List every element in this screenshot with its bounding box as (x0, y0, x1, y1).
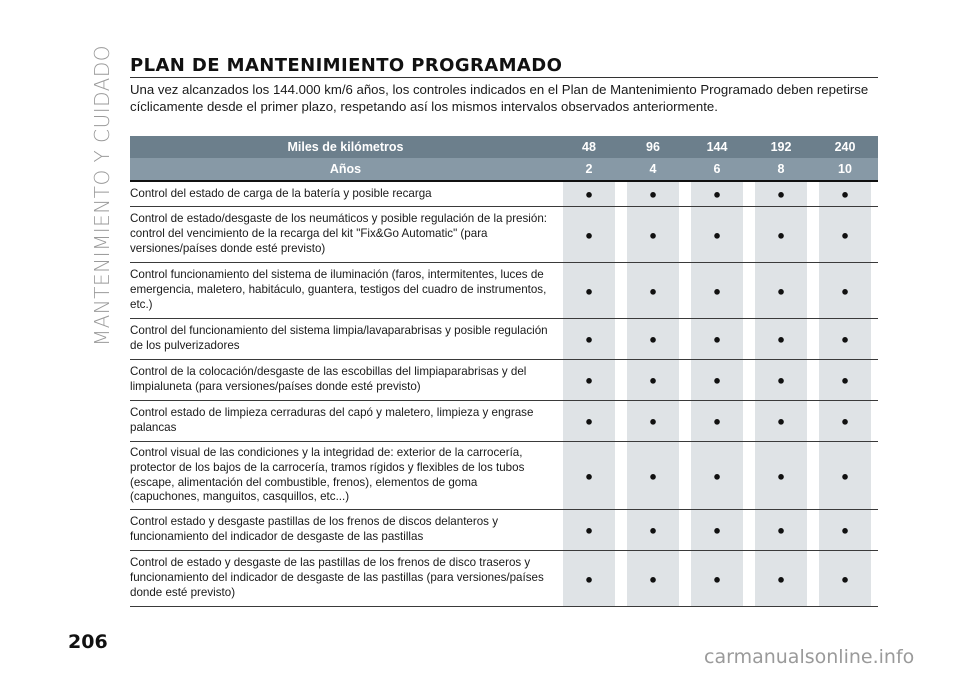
header-km-value: 48 (582, 140, 596, 154)
row-description: Control estado y desgaste pastillas de los frenos de discos delanteros y funcionamiento del indicador de desgaste de las pastillas (130, 515, 498, 544)
check-dot: ● (713, 522, 721, 538)
check-dot: ● (585, 283, 593, 298)
side-section-title (84, 45, 120, 345)
check-dot: ● (713, 468, 721, 484)
check-dot: ● (649, 227, 657, 242)
check-dot: ● (713, 413, 721, 429)
check-dot: ● (777, 283, 785, 298)
table-row (130, 442, 878, 510)
check-dot: ● (713, 372, 721, 388)
check-dot: ● (713, 283, 721, 298)
header-row-km (130, 136, 878, 158)
check-dot: ● (841, 468, 849, 484)
row-description: Control visual de las condiciones y la integridad de: exterior de la carrocería, protector de los bajos de la carrocería, tramos rígidos y flexibles de los tubos (escape, alimentación del combustible, frenos), elementos de goma (capuchones, manguitos, casquillos, etc...) (130, 446, 525, 504)
check-dot: ● (841, 331, 849, 347)
check-dot: ● (777, 227, 785, 242)
table-row (130, 263, 878, 319)
header-year-value: 6 (713, 162, 721, 176)
row-description: Control del funcionamiento del sistema limpia/lavaparabrisas y posible regulación de los pulverizadores (130, 324, 548, 352)
row-description: Control estado de limpieza cerraduras del capó y maletero, limpieza y engrase palancas (130, 406, 534, 434)
header-years-label: Años (329, 162, 362, 176)
side-section-title-text: MANTENIMIENTO Y CUIDADO (90, 45, 114, 347)
table-body (130, 182, 878, 607)
page-heading: PLAN DE MANTENIMIENTO PROGRAMADO (130, 55, 563, 76)
check-dot: ● (713, 227, 721, 242)
check-dot: ● (713, 331, 721, 347)
check-dot: ● (649, 468, 657, 484)
row-description: Control funcionamiento del sistema de iluminación (faros, intermitentes, luces de emergencia, maletero, habitáculo, guantera, testigos del cuadro de instrumentos, etc.) (130, 268, 547, 311)
check-dot: ● (585, 372, 593, 388)
check-dot: ● (713, 571, 721, 587)
page-number: 206 (68, 631, 108, 653)
row-description: Control del estado de carga de la batería y posible recarga (130, 186, 432, 200)
check-dot: ● (649, 413, 657, 429)
check-dot: ● (585, 522, 593, 538)
check-dot: ● (649, 522, 657, 538)
check-dot: ● (777, 186, 785, 202)
check-dot: ● (585, 186, 593, 202)
table-row (130, 182, 878, 207)
check-dot: ● (841, 186, 849, 202)
check-dot: ● (649, 331, 657, 347)
watermark: carmanualsonline.info (704, 646, 915, 668)
row-description: Control de estado y desgaste de las pastillas de los frenos de disco traseros y funcionamiento del indicador de desgaste de las pastillas (para versiones/países donde esté previsto) (130, 556, 544, 600)
table-row (130, 510, 878, 551)
header-km-label: Miles de kilómetros (287, 140, 404, 154)
row-description: Control de la colocación/desgaste de las escobillas del limpiaparabrisas y del limpialuneta (para versiones/países donde esté previsto) (130, 365, 527, 393)
heading-divider (130, 77, 878, 78)
table-row (130, 401, 878, 442)
check-dot: ● (713, 186, 721, 202)
check-dot: ● (777, 468, 785, 484)
table-row (130, 319, 878, 360)
check-dot: ● (841, 283, 849, 298)
check-dot: ● (777, 372, 785, 388)
header-row-years (130, 158, 878, 180)
check-dot: ● (649, 186, 657, 202)
check-dot: ● (777, 413, 785, 429)
check-dot: ● (777, 331, 785, 347)
check-dot: ● (841, 413, 849, 429)
check-dot: ● (585, 571, 593, 587)
check-dot: ● (585, 468, 593, 484)
check-dot: ● (777, 522, 785, 538)
check-dot: ● (649, 571, 657, 587)
header-km-value: 96 (646, 140, 660, 154)
header-year-value: 8 (777, 162, 785, 176)
table-row (130, 207, 878, 263)
check-dot: ● (841, 227, 849, 242)
check-dot: ● (649, 283, 657, 298)
check-dot: ● (585, 413, 593, 429)
header-year-value: 10 (838, 162, 852, 176)
header-km-value: 240 (834, 140, 856, 154)
maintenance-table (130, 136, 878, 607)
intro-paragraph: Una vez alcanzados los 144.000 km/6 años, los controles indicados en el Plan de Mantenimiento Programado deben repetirse cíclicamente desde el primer plazo, respetando así los mismos intervalos observados anteriormente. (130, 82, 869, 114)
header-km-value: 144 (706, 140, 728, 154)
table-row (130, 551, 878, 607)
check-dot: ● (585, 227, 593, 242)
check-dot: ● (777, 571, 785, 587)
check-dot: ● (585, 331, 593, 347)
check-dot: ● (841, 522, 849, 538)
table-row (130, 360, 878, 401)
row-description: Control de estado/desgaste de los neumáticos y posible regulación de la presión: control del vencimiento de la recarga del kit "Fix&Go Automatic" (para versiones/países donde esté previsto) (130, 212, 547, 255)
check-dot: ● (841, 372, 849, 388)
check-dot: ● (841, 571, 849, 587)
header-year-value: 2 (585, 162, 593, 176)
header-km-value: 192 (770, 140, 792, 154)
header-year-value: 4 (649, 162, 657, 176)
check-dot: ● (649, 372, 657, 388)
